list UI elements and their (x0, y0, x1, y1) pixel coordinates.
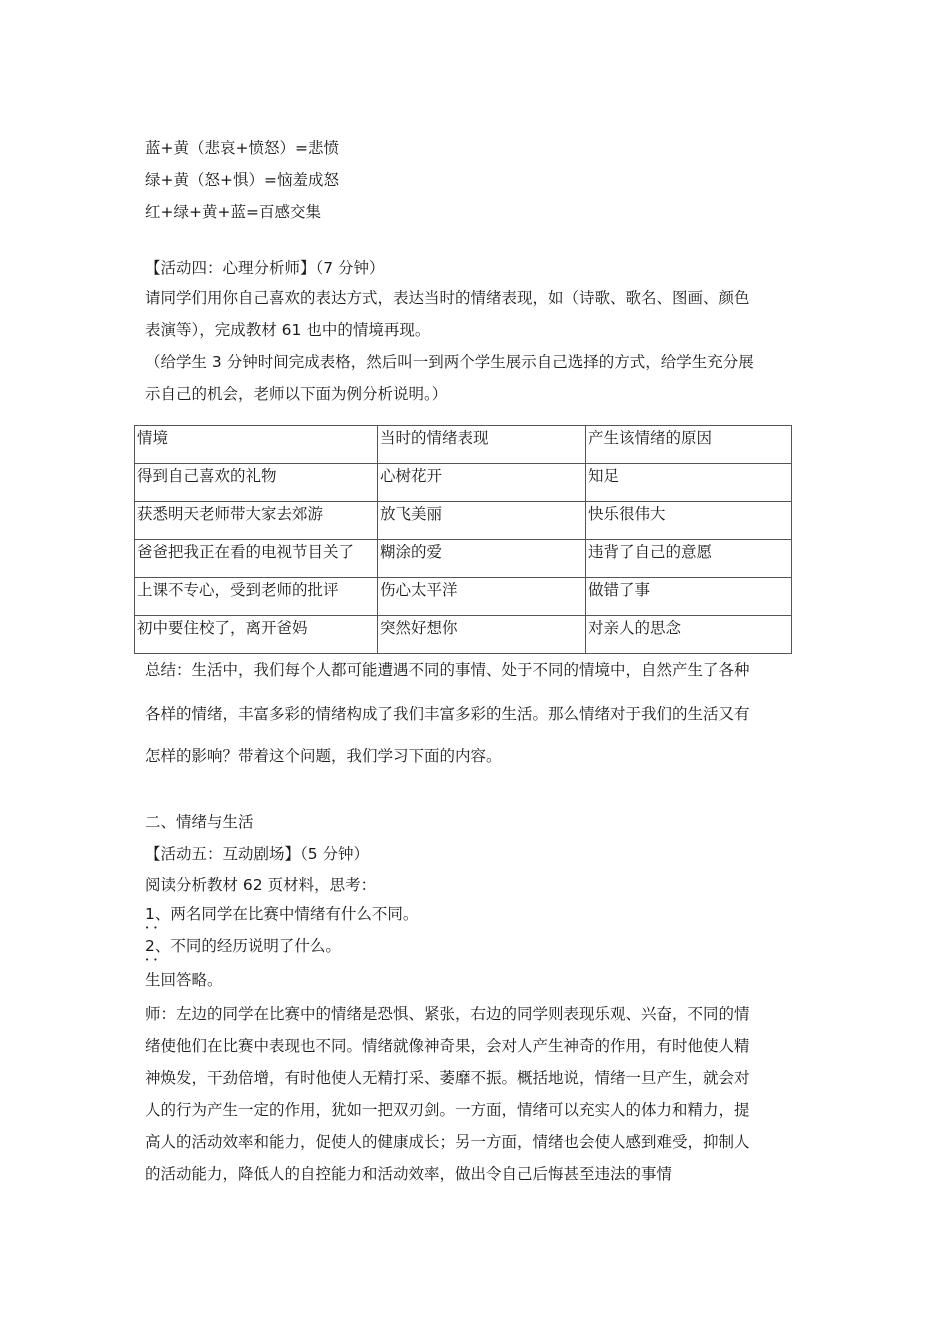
formula-line: 红+绿+黄+蓝=百感交集 (145, 203, 321, 221)
summary-text: 怎样的影响？带着这个问题，我们学习下面的内容。 (145, 747, 502, 765)
section-title: 二、情绪与生活 (145, 813, 254, 831)
activity4-note: （给学生 3 分钟时间完成表格，然后叫一到两个学生展示自己选择的方式，给学生充分展 (145, 353, 754, 371)
table-row (135, 464, 792, 502)
table-cell: 知足 (586, 464, 792, 502)
question-number: 1、 • • (145, 905, 170, 923)
formula-line: 蓝+黄（悲哀+愤怒）=悲愤 (145, 139, 339, 157)
table-cell: 突然好想你 (378, 616, 586, 654)
table-cell: 上课不专心，受到老师的批评 (135, 578, 378, 616)
activity5-heading: 【活动五：互动剧场】（5 分钟） (145, 845, 370, 863)
table-row (135, 578, 792, 616)
table-cell: 对亲人的思念 (586, 616, 792, 654)
question-number: 2、 • • (145, 937, 170, 955)
table-cell: 做错了事 (586, 578, 792, 616)
activity4-text: 表演等），完成教材 61 也中的情境再现。 (145, 321, 431, 339)
formula-line: 绿+黄（怒+惧）=恼羞成怒 (145, 171, 339, 189)
teacher-text: 师：左边的同学在比赛中的情绪是恐惧、紧张，右边的同学则表现乐观、兴奋，不同的情 (145, 1005, 750, 1023)
table-cell: 伤心太平洋 (378, 578, 586, 616)
table-header-cell: 情境 (135, 426, 378, 464)
table-row (135, 616, 792, 654)
summary-text: 总结：生活中，我们每个人都可能遭遇不同的事情、处于不同的情境中，自然产生了各种 (145, 661, 750, 679)
activity4-heading: 【活动四：心理分析师】（7 分钟） (145, 259, 385, 277)
table-row (135, 502, 792, 540)
question-item (145, 936, 341, 956)
table-cell: 得到自己喜欢的礼物 (135, 464, 378, 502)
teacher-text: 的活动能力，降低人的自控能力和活动效率，做出令自己后悔甚至违法的事情 (145, 1165, 673, 1183)
student-answer: 生回答略。 (145, 971, 223, 989)
question-text: 两名同学在比赛中情绪有什么不同。 (170, 905, 419, 923)
table-row (135, 540, 792, 578)
table-cell: 放飞美丽 (378, 502, 586, 540)
activity4-text: 请同学们用你自己喜欢的表达方式，表达当时的情绪表现，如（诗歌、歌名、图画、颜色 (145, 289, 750, 307)
activity4-note: 示自己的机会，老师以下面为例分析说明。） (145, 385, 448, 403)
table-cell: 爸爸把我正在看的电视节目关了 (135, 540, 378, 578)
table-cell: 心树花开 (378, 464, 586, 502)
teacher-text: 高人的活动效率和能力，促使人的健康成长；另一方面，情绪也会使人感到难受，抑制人 (145, 1133, 750, 1151)
table-header-cell: 当时的情绪表现 (378, 426, 586, 464)
summary-text: 各样的情绪，丰富多彩的情绪构成了我们丰富多彩的生活。那么情绪对于我们的生活又有 (145, 705, 750, 723)
teacher-text: 神焕发，干劲倍增，有时他使人无精打采、萎靡不振。概括地说，情绪一旦产生，就会对 (145, 1069, 750, 1087)
question-item (145, 904, 418, 924)
table-cell: 快乐很伟大 (586, 502, 792, 540)
teacher-text: 绪使他们在比赛中表现也不同。情绪就像神奇果，会对人产生神奇的作用，有时他使人精 (145, 1037, 750, 1055)
question-text: 不同的经历说明了什么。 (170, 937, 341, 955)
table-cell: 违背了自己的意愿 (586, 540, 792, 578)
teacher-text: 人的行为产生一定的作用，犹如一把双刃剑。一方面，情绪可以充实人的体力和精力，提 (145, 1101, 750, 1119)
activity5-prompt: 阅读分析教材 62 页材料，思考： (145, 876, 377, 894)
table-cell: 糊涂的爱 (378, 540, 586, 578)
table-header-row (135, 426, 792, 464)
table-cell: 初中要住校了，离开爸妈 (135, 616, 378, 654)
table-header-cell: 产生该情绪的原因 (586, 426, 792, 464)
emotion-table (134, 425, 792, 654)
table-cell: 获悉明天老师带大家去郊游 (135, 502, 378, 540)
